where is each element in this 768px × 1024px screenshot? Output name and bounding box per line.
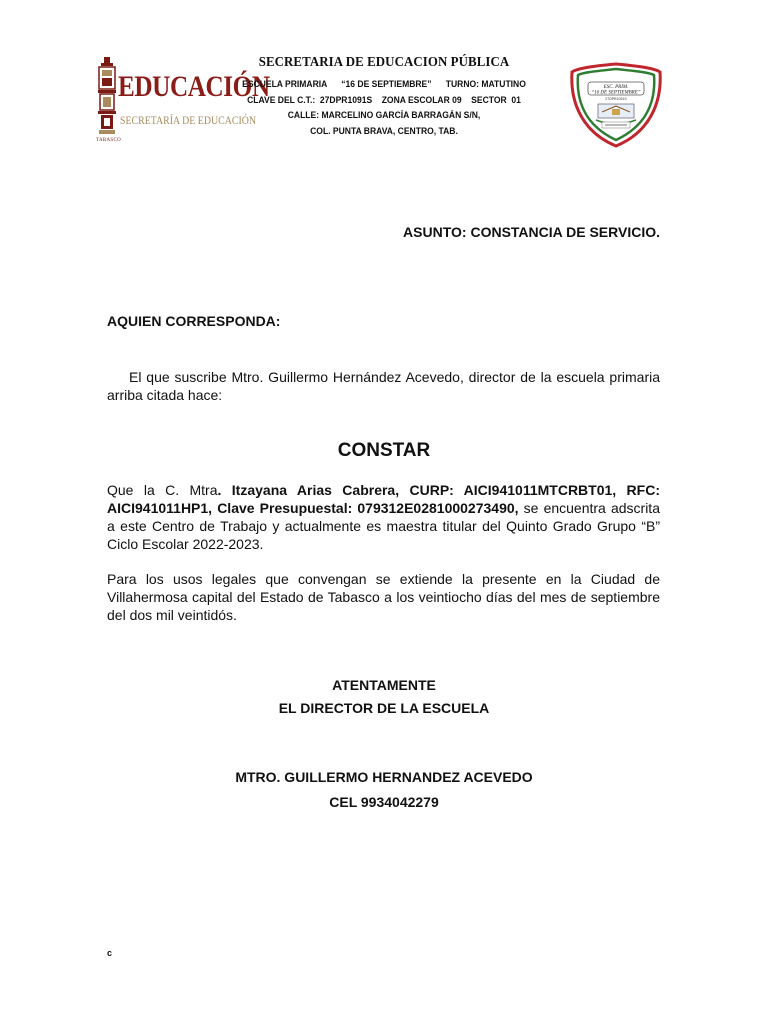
secretaria-subtitle: SECRETARÍA DE EDUCACIÓN [120,115,257,127]
footer-mark: c [107,948,113,958]
school-shield-icon [568,62,664,148]
letterhead-address-line: CALLE: MARCELINO GARCÍA BARRAGÁN S/N, [287,110,481,121]
tabasco-crest-icon [96,57,118,137]
teacher-identification: . Itzayana Arias Cabrera, CURP: AICI941011MTCRBT01, RFC: AICI941011HP1, Clave Presupuestal: 079312E0281000273490, [107,482,660,516]
letterhead-school-line: ESCUELA PRIMARIA “16 DE SEPTIEMBRE” TURNO: MATUTINO [242,79,526,90]
subject-line: ASUNTO: CONSTANCIA DE SERVICIO. [403,224,660,240]
svg-text:ESC. PRIM.: ESC. PRIM. [603,85,629,90]
letterhead [222,55,546,139]
certification-intro: Que la C. Mtra [107,482,218,498]
letterhead-title: SECRETARIA DE EDUCACION PÚBLICA [258,55,510,70]
certification-paragraph [107,481,660,553]
educacion-wordmark: EDUCACIÓN [118,70,270,103]
director-name: MTRO. GUILLERMO HERNANDEZ ACEVEDO [235,769,533,785]
educacion-logo [94,55,270,145]
letterhead-clave-line: CLAVE DEL C.T.: 27DPR1091S ZONA ESCOLAR 09 SECTOR 01 [247,94,521,106]
letterhead-colonia-line: COL. PUNTA BRAVA, CENTRO, TAB. [310,125,458,137]
director-phone: CEL 9934042279 [329,794,439,810]
legal-use-paragraph: Para los usos legales que convengan se extiende la presente en la Ciudad de Villahermosa capital del Estado de Tabasco a los veintiocho días del mes de septiembre del dos mil veintidós. [107,571,660,623]
closing-cargo: EL DIRECTOR DE LA ESCUELA [278,700,490,716]
intro-paragraph: El que suscribe Mtro. Guillermo Hernández Acevedo, director de la escuela primaria arriba citada hace: [107,369,660,403]
closing-atentamente: ATENTAMENTE [332,677,436,693]
tabasco-label: TABASCO [96,138,122,143]
certification-rest: se encuentra adscrita a este Centro de Trabajo y actualmente es maestra titular del Quinto Grado Grupo “B” Ciclo Escolar 2022-2023. [107,500,660,552]
svg-text:27DPR1091S: 27DPR1091S [605,97,627,101]
svg-text:“16 DE SEPTIEMBRE”: “16 DE SEPTIEMBRE” [591,90,641,96]
constar-heading: CONSTAR [337,440,431,461]
salutation: AQUIEN CORRESPONDA: [107,313,281,329]
